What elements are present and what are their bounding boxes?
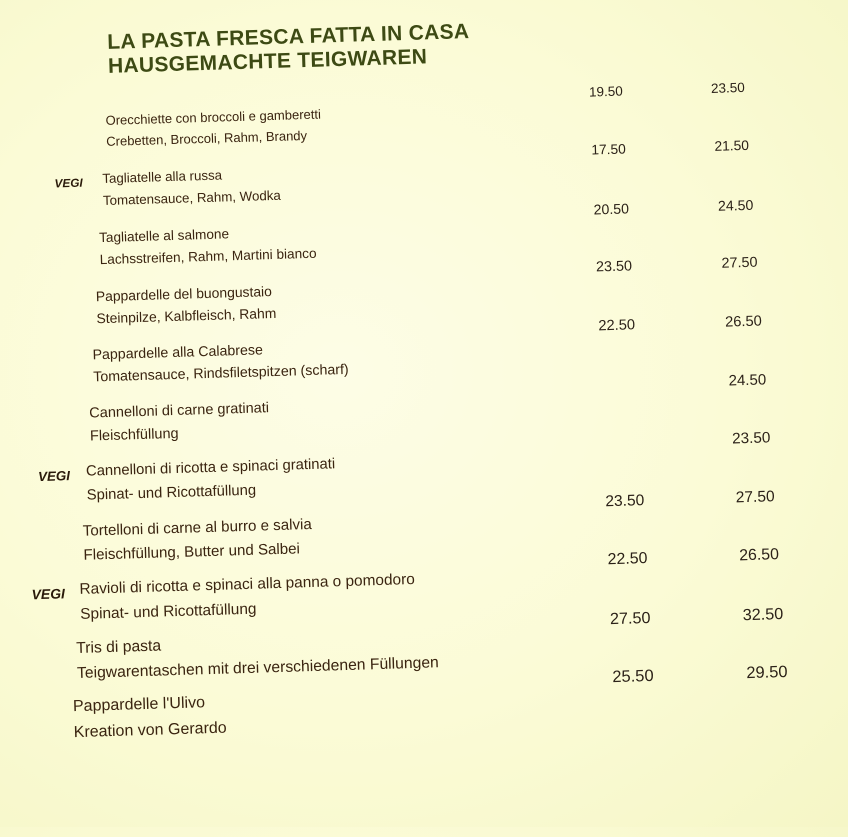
price-large: 27.50 <box>721 254 758 272</box>
price-large: 29.50 <box>746 662 788 683</box>
price-large: 27.50 <box>735 488 775 507</box>
price-large: 21.50 <box>714 138 750 155</box>
dish-description: Spinat- und Ricottafüllung <box>80 600 257 623</box>
vegi-badge: VEGI <box>54 176 83 191</box>
price-large: 24.50 <box>717 196 754 214</box>
dish-name: Pappardelle del buongustaio <box>95 283 273 305</box>
dish-description: Fleischfüllung <box>89 426 179 445</box>
menu-title-german: HAUSGEMACHTE TEIGWAREN <box>107 45 428 78</box>
dish-name: Cannelloni di carne gratinati <box>89 400 270 422</box>
dish-name: Orecchiette con broccoli e gamberetti <box>105 106 322 128</box>
vegi-badge: VEGI <box>31 585 66 603</box>
dish-name: Tris di pasta <box>76 637 162 657</box>
price-large: 32.50 <box>742 604 784 624</box>
price-large: 23.50 <box>710 79 745 96</box>
price-small: 17.50 <box>591 141 627 158</box>
price-small: 22.50 <box>607 550 648 569</box>
price-large: 24.50 <box>728 371 767 390</box>
price-small: 23.50 <box>595 258 633 276</box>
dish-name: Pappardelle l'Ulivo <box>72 694 206 716</box>
dish-description: Teigwarentaschen mit drei verschiedenen Füllungen <box>76 653 440 682</box>
menu-title-italian: LA PASTA FRESCA FATTA IN CASA <box>106 20 470 54</box>
dish-name: Pappardelle alla Calabrese <box>92 341 264 364</box>
price-small: 27.50 <box>609 608 651 628</box>
dish-description: Spinat- und Ricottafüllung <box>86 482 257 504</box>
dish-description: Tomatensauce, Rindsfiletspitzen (scharf) <box>93 362 349 386</box>
price-small: 22.50 <box>598 316 636 334</box>
dish-name: Tagliatelle al salmone <box>98 226 230 245</box>
dish-description: Crebetten, Broccoli, Rahm, Brandy <box>106 127 308 149</box>
dish-name: Tagliatelle alla russa <box>102 167 223 187</box>
price-large: 26.50 <box>738 546 780 565</box>
dish-description: Fleischfüllung, Butter und Salbei <box>83 540 301 564</box>
dish-name: Tortelloni di carne al burro e salvia <box>82 515 312 540</box>
dish-name: Ravioli di ricotta e spinaci alla panna o pomodoro <box>79 571 416 599</box>
dish-description: Steinpilze, Kalbfleisch, Rahm <box>96 305 277 327</box>
dish-name: Cannelloni di ricotta e spinaci gratinati <box>85 456 336 481</box>
price-small: 23.50 <box>605 491 645 511</box>
price-large: 23.50 <box>731 429 771 448</box>
price-small: 25.50 <box>612 666 654 687</box>
dish-description: Lachsstreifen, Rahm, Martini bianco <box>99 245 317 267</box>
price-small: 20.50 <box>593 200 630 218</box>
dish-description: Kreation von Gerardo <box>73 719 227 741</box>
price-small: 19.50 <box>588 83 623 100</box>
dish-description: Tomatensauce, Rahm, Wodka <box>102 187 282 208</box>
price-large: 26.50 <box>724 313 763 331</box>
vegi-badge: VEGI <box>37 468 71 485</box>
